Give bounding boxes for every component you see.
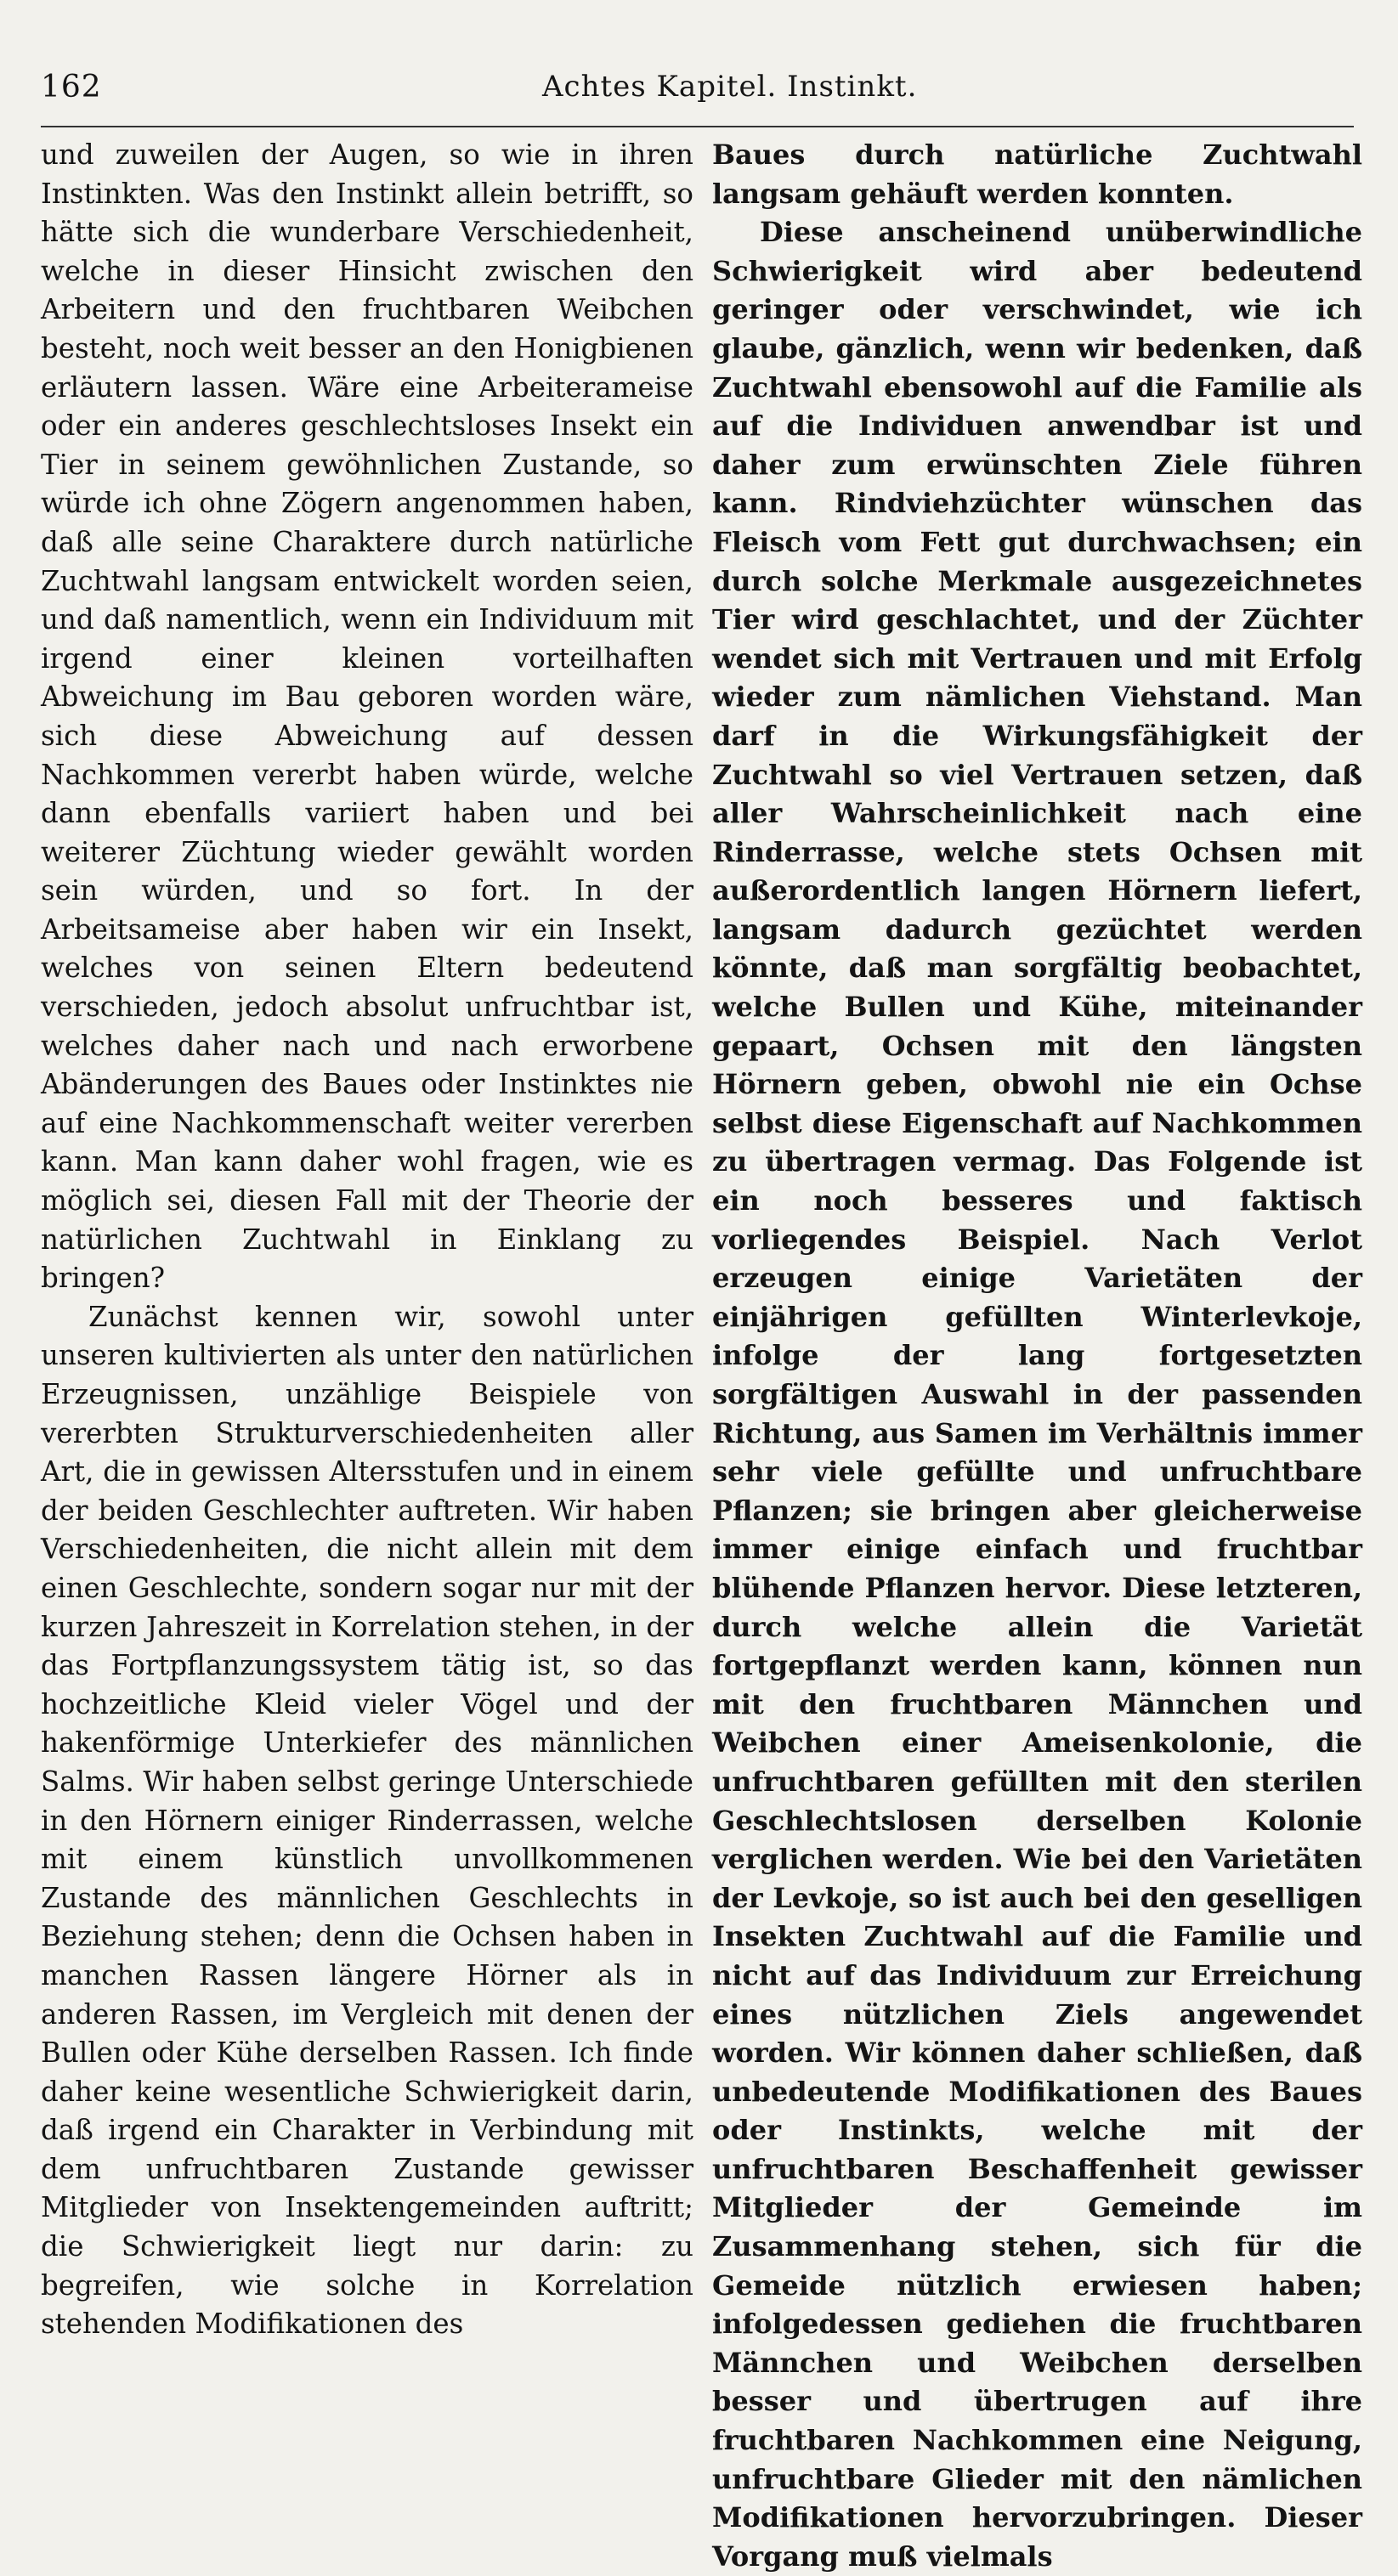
left-paragraph-1: und zuweilen der Augen, so wie in ihren Instinkten. Was den Instinkt allein betrifft, so hätte sich die wunderbare Verschiedenheit, welche in dieser Hinsicht zwischen den Arbeitern und den fruchtbaren Weibchen besteht, noch weit besser an den Honigbienen erläutern lassen. Wäre eine Arbeiterameise oder ein anderes geschlechtsloses Insekt ein Tier in seinem gewöhnlichen Zustande, so würde ich ohne Zögern angenommen haben, daß alle seine Charaktere durch natürliche Zuchtwahl langsam entwickelt worden seien, und daß namentlich, wenn ein Individuum mit irgend einer kleinen vorteilhaften Abweichung im Bau geboren worden wäre, sich diese Abweichung auf dessen Nachkommen vererbt haben würde, welche dann ebenfalls variiert haben und bei weiterer Züchtung wieder gewählt worden sein würden, und so fort. In der Arbeitsameise aber haben wir ein Insekt, welches von seinen Eltern bedeutend verschieden, jedoch absolut unfruchtbar ist, welches daher nach und nach erworbene Abänderungen des Baues oder Instinktes nie auf eine Nachkommenschaft weiter vererben kann. Man kann daher wohl fragen, wie es möglich sei, diesen Fall mit der Theorie der natürlichen Zuchtwahl in Einklang zu bringen? <box>41 138 693 1295</box>
right-paragraph-1: Baues durch natürliche Zuchtwahl langsam gehäuft werden konnten. <box>712 138 1362 210</box>
header-rule <box>41 126 1354 127</box>
chapter-title: Achtes Kapitel. Instinkt. <box>542 70 918 104</box>
left-paragraph-2: Zunächst kennen wir, sowohl unter unseren kultivierten als unter den natürlichen Erzeugnissen, unzählige Beispiele von vererbten Strukturverschiedenheiten aller Art, die in gewissen Altersstufen und in einem der beiden Geschlechter auftreten. Wir haben Verschiedenheiten, die nicht allein mit dem einen Geschlechte, sondern sogar nur mit der kurzen Jahreszeit in Korrelation stehen, in der das Fortpflanzungssystem tätig ist, so das hochzeitliche Kleid vieler Vögel und der hakenförmige Unterkiefer des männlichen Salms. Wir haben selbst geringe Unterschiede in den Hörnern einiger Rinderrassen, welche mit einem künstlich unvollkommenen Zustande des männlichen Geschlechts in Beziehung stehen; denn die Ochsen haben in manchen Rassen längere Hörner als in anderen Rassen, im Vergleich mit denen der Bullen oder Kühe derselben Rassen. Ich finde daher keine wesentliche Schwierigkeit darin, daß irgend ein Charakter in Verbindung mit dem unfruchtbaren Zustande gewisser Mitglieder von Insektengemeinden auftritt; die Schwierigkeit liegt nur darin: zu begreifen, wie solche in Korrelation stehenden Modifikationen des <box>41 1300 693 2341</box>
right-column <box>712 136 1362 2576</box>
left-column <box>41 136 693 2344</box>
page-number: 162 <box>41 70 102 105</box>
running-head <box>41 70 1350 112</box>
right-paragraph-2: Diese anscheinend unüberwindliche Schwierigkeit wird aber bedeutend geringer oder verschwindet, wie ich glaube, gänzlich, wenn wir bedenken, daß Zuchtwahl ebensowohl auf die Familie als auf die Individuen anwendbar ist und daher zum erwünschten Ziele führen kann. Rindviehzüchter wünschen das Fleisch vom Fett gut durchwachsen; ein durch solche Merkmale ausgezeichnetes Tier wird geschlachtet, und der Züchter wendet sich mit Vertrauen und mit Erfolg wieder zum nämlichen Viehstand. Man darf in die Wirkungsfähigkeit der Zuchtwahl so viel Vertrauen setzen, daß aller Wahrscheinlichkeit nach eine Rinderrasse, welche stets Ochsen mit außerordentlich langen Hörnern liefert, langsam dadurch gezüchtet werden könnte, daß man sorgfältig beobachtet, welche Bullen und Kühe, miteinander gepaart, Ochsen mit den längsten Hörnern geben, obwohl nie ein Ochse selbst diese Eigenschaft auf Nachkommen zu übertragen vermag. Das Folgende ist ein noch besseres und faktisch vorliegendes Beispiel. Nach Verlot erzeugen einige Varietäten der einjährigen gefüllten Winterlevkoje, infolge der lang fortgesetzten sorgfältigen Auswahl in der passenden Richtung, aus Samen im Verhältnis immer sehr viele gefüllte und unfruchtbare Pflanzen; sie bringen aber gleicherweise immer einige einfach und fruchtbar blühende Pflanzen hervor. Diese letzteren, durch welche allein die Varietät fortgepflanzt werden kann, können nun mit den fruchtbaren Männchen und Weibchen einer Ameisenkolonie, die unfruchtbaren gefüllten mit den sterilen Geschlechtslosen derselben Kolonie verglichen werden. Wie bei den Varietäten der Levkoje, so ist auch bei den geselligen Insekten Zuchtwahl auf die Familie und nicht auf das Individuum zur Erreichung eines nützlichen Ziels angewendet worden. Wir können daher schließen, daß unbedeutende Modifikationen des Baues oder Instinkts, welche mit der unfruchtbaren Beschaffenheit gewisser Mitglieder der Gemeinde im Zusammenhang stehen, sich für die Gemeide nützlich erwiesen haben; infolgedessen gediehen die fruchtbaren Männchen und Weibchen derselben besser und übertrugen auf ihre fruchtbaren Nachkommen eine Neigung, unfruchtbare Glieder mit den nämlichen Modifikationen hervorzubringen. Dieser Vorgang muß vielmals <box>712 216 1362 2573</box>
